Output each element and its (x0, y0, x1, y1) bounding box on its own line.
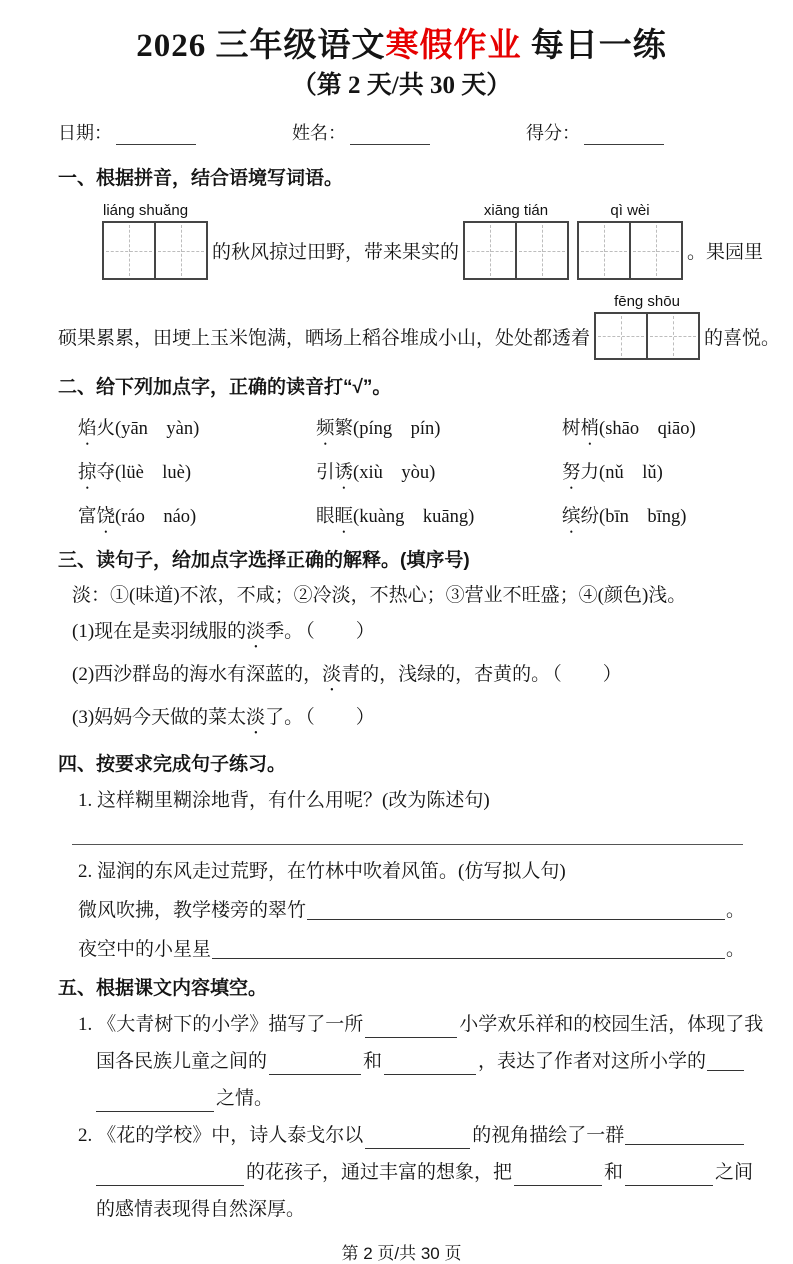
pinyin-label: liáng shuǎng (103, 202, 189, 219)
character-grid (594, 312, 700, 360)
dotted-char: 掠 (78, 463, 97, 483)
word-item (562, 458, 745, 493)
sentence-text: 硕果累累，田埂上玉米饱满，晒场上稻谷堆成小山，处处都透着 (58, 327, 591, 349)
word-text: 纷 (580, 507, 600, 527)
fill-blank (707, 1070, 744, 1071)
pinyin-options: (xiù yòu) (353, 463, 436, 483)
word-item (78, 458, 316, 493)
dotted-char: 淡 (246, 621, 266, 642)
sentence-text: 国各民族儿童之间的 (96, 1051, 268, 1072)
grid-cell (104, 223, 154, 278)
dotted-char: 焰 (78, 419, 97, 439)
character-grid (463, 221, 569, 280)
character-grid (577, 221, 683, 280)
word-item (316, 458, 562, 493)
page-subtitle: （第 2 天/共 30 天） (291, 72, 512, 99)
word-text: 夺 (96, 463, 116, 483)
s5-q2-line1 (58, 1123, 745, 1149)
score-field (526, 119, 664, 145)
sentence-text: 微风吹拂，教学楼旁的翠竹 (78, 900, 307, 921)
pinyin-options: (bīn bīng) (599, 507, 687, 527)
section1-line1 (58, 197, 764, 280)
grid-cell (629, 223, 681, 278)
score-label: 得分： (526, 123, 580, 143)
sentence-text: 之情。 (216, 1088, 274, 1109)
s3-item-1 (58, 618, 745, 653)
name-blank (350, 124, 430, 145)
sentence-text: 小学欢乐祥和的校园生活，体现了我 (459, 1014, 764, 1035)
word-text: 引 (316, 463, 335, 483)
definition-line: 淡：①(味道)不浓，不咸；②冷淡，不热心；③营业不旺盛；④(颜色)浅。 (72, 585, 687, 606)
pinyin-options: (yān yàn) (115, 419, 200, 439)
section1-line2 (58, 290, 781, 360)
name-label: 姓名： (292, 123, 346, 143)
word-text: 火 (96, 419, 116, 439)
word-text: 力 (580, 463, 600, 483)
grid-cell (579, 223, 629, 278)
pinyin-box-liangshuang (102, 202, 208, 280)
dotted-char: 缤 (562, 507, 581, 527)
word-item (562, 502, 745, 537)
pinyin-options: (kuàng kuāng) (353, 507, 475, 527)
section4-heading: 四、按要求完成句子练习。 (58, 754, 287, 775)
fill-blank (365, 1126, 470, 1149)
date-field (58, 119, 196, 145)
sentence-text: 的花孩子，通过丰富的想象，把 (246, 1162, 513, 1183)
sentence-text: 之间 (715, 1162, 754, 1183)
answer-blank-line (72, 814, 743, 845)
sentence-text: ，表达了作者对这所小学的 (478, 1051, 707, 1072)
word-item (562, 414, 745, 449)
title-prefix: 2026 三年级语文 (136, 28, 386, 64)
sentence-text: 和 (604, 1162, 624, 1183)
page-title (58, 26, 745, 66)
s5-q2-line3 (58, 1197, 745, 1223)
fill-blank (625, 1144, 744, 1145)
sentence-text: 。果园里 (687, 242, 764, 263)
grid-cell (465, 223, 515, 278)
grid-cell (596, 314, 646, 358)
word-item (78, 414, 316, 449)
sentence-text: 青的，浅绿的，杏黄的。 (341, 664, 551, 685)
fill-blank (384, 1052, 476, 1075)
title-suffix: 每日一练 (521, 28, 667, 64)
pinyin-options: (lüè luè) (115, 463, 192, 483)
fill-blank (212, 937, 725, 959)
sentence-text: 了。 (265, 707, 304, 728)
s3-item-2 (58, 661, 745, 696)
s4-fill-line-a (58, 898, 745, 924)
section2-word-grid (58, 414, 745, 537)
fill-blank (269, 1052, 361, 1075)
pinyin-options: (ráo náo) (115, 507, 197, 527)
sentence-text: 《大青树下的小学》描写了一所 (97, 1014, 364, 1035)
score-blank (584, 124, 664, 145)
fill-blank (625, 1163, 713, 1186)
pinyin-label: fēng shōu (614, 293, 680, 310)
s4-fill-line-b (58, 937, 745, 963)
fill-blank (514, 1163, 602, 1186)
word-item (316, 502, 562, 537)
fill-blank (96, 1163, 244, 1186)
sentence-text: 。 (725, 900, 745, 921)
grid-cell (154, 223, 206, 278)
dotted-char: 饶 (96, 507, 116, 527)
sentence-text: 和 (363, 1051, 383, 1072)
dotted-char: 梢 (580, 419, 600, 439)
fill-blank (365, 1015, 457, 1038)
section3-heading: 三、读句子，给加点字选择正确的解释。(填序号) (58, 550, 470, 571)
section2-heading: 二、给下列加点字，正确的读音打“√”。 (58, 377, 392, 398)
item-number: 2. (78, 1125, 93, 1146)
dotted-char: 努 (562, 463, 581, 483)
word-item (316, 414, 562, 449)
pinyin-options: (shāo qiāo) (599, 419, 696, 439)
sentence-text: (1)现在是卖羽绒服的 (72, 621, 247, 642)
fill-blank (96, 1089, 214, 1112)
sentence-text: 的感情表现得自然深厚。 (96, 1199, 306, 1220)
dotted-char: 眶 (334, 507, 354, 527)
sentence-text: 夜空中的小星星 (78, 939, 212, 960)
date-blank (116, 124, 196, 145)
s5-q2-line2 (58, 1160, 754, 1186)
item-number: 1. (78, 1014, 93, 1035)
pinyin-box-qiwei (577, 202, 683, 280)
answer-bracket: （ ） (305, 707, 376, 728)
sentence-text: 的喜悦。 (704, 327, 781, 349)
sentence-text: (3)妈妈今天做的菜太 (72, 707, 247, 728)
info-row (58, 119, 745, 145)
character-grid (102, 221, 208, 280)
word-item (78, 502, 316, 537)
date-label: 日期： (58, 123, 112, 143)
sentence-text: 季。 (265, 621, 304, 642)
word-text: 树 (562, 419, 581, 439)
s5-q1-line2 (58, 1049, 745, 1075)
dotted-char: 诱 (334, 463, 354, 483)
word-text: 富 (78, 507, 97, 527)
word-text: 繁 (334, 419, 354, 439)
pinyin-label: xiāng tián (483, 202, 549, 219)
title-highlight-red: 寒假作业 (385, 28, 522, 64)
s5-q1-line1 (58, 1012, 764, 1038)
answer-bracket: （ ） (305, 621, 376, 642)
sentence-text: 的秋风掠过田野，带来果实的 (212, 242, 460, 263)
s5-q1-line3 (58, 1086, 745, 1112)
s4-question-2: 2. 湿润的东风走过荒野，在竹林中吹着风笛。(仿写拟人句) (78, 861, 566, 882)
pinyin-options: (píng pín) (353, 419, 441, 439)
dotted-char: 淡 (322, 664, 342, 685)
sentence-text: (2)西沙群岛的海水有深蓝的， (72, 664, 323, 685)
s3-item-3 (58, 704, 745, 739)
name-field (292, 119, 430, 145)
s4-question-1: 1. 这样糊里糊涂地背，有什么用呢？(改为陈述句) (78, 790, 490, 811)
pinyin-options: (nǔ lǔ) (599, 463, 663, 483)
fill-blank (307, 898, 725, 920)
sentence-text: 。 (725, 939, 745, 960)
grid-cell (646, 314, 698, 358)
word-text: 眼 (316, 507, 335, 527)
sentence-text: 《花的学校》中，诗人泰戈尔以 (97, 1125, 364, 1146)
pinyin-label: qì wèi (610, 202, 650, 219)
dotted-char: 频 (316, 419, 335, 439)
section5-heading: 五、根据课文内容填空。 (58, 978, 268, 999)
sentence-text: 的视角描绘了一群 (472, 1125, 625, 1146)
dotted-char: 淡 (246, 707, 266, 728)
pinyin-box-fengshou (594, 293, 700, 360)
pinyin-box-xiangtian (463, 202, 569, 280)
page-indicator: 第 2 页/共 30 页 (341, 1244, 462, 1263)
answer-bracket: （ ） (552, 664, 623, 685)
section1-heading: 一、根据拼音，结合语境写词语。 (58, 168, 344, 189)
grid-cell (515, 223, 567, 278)
